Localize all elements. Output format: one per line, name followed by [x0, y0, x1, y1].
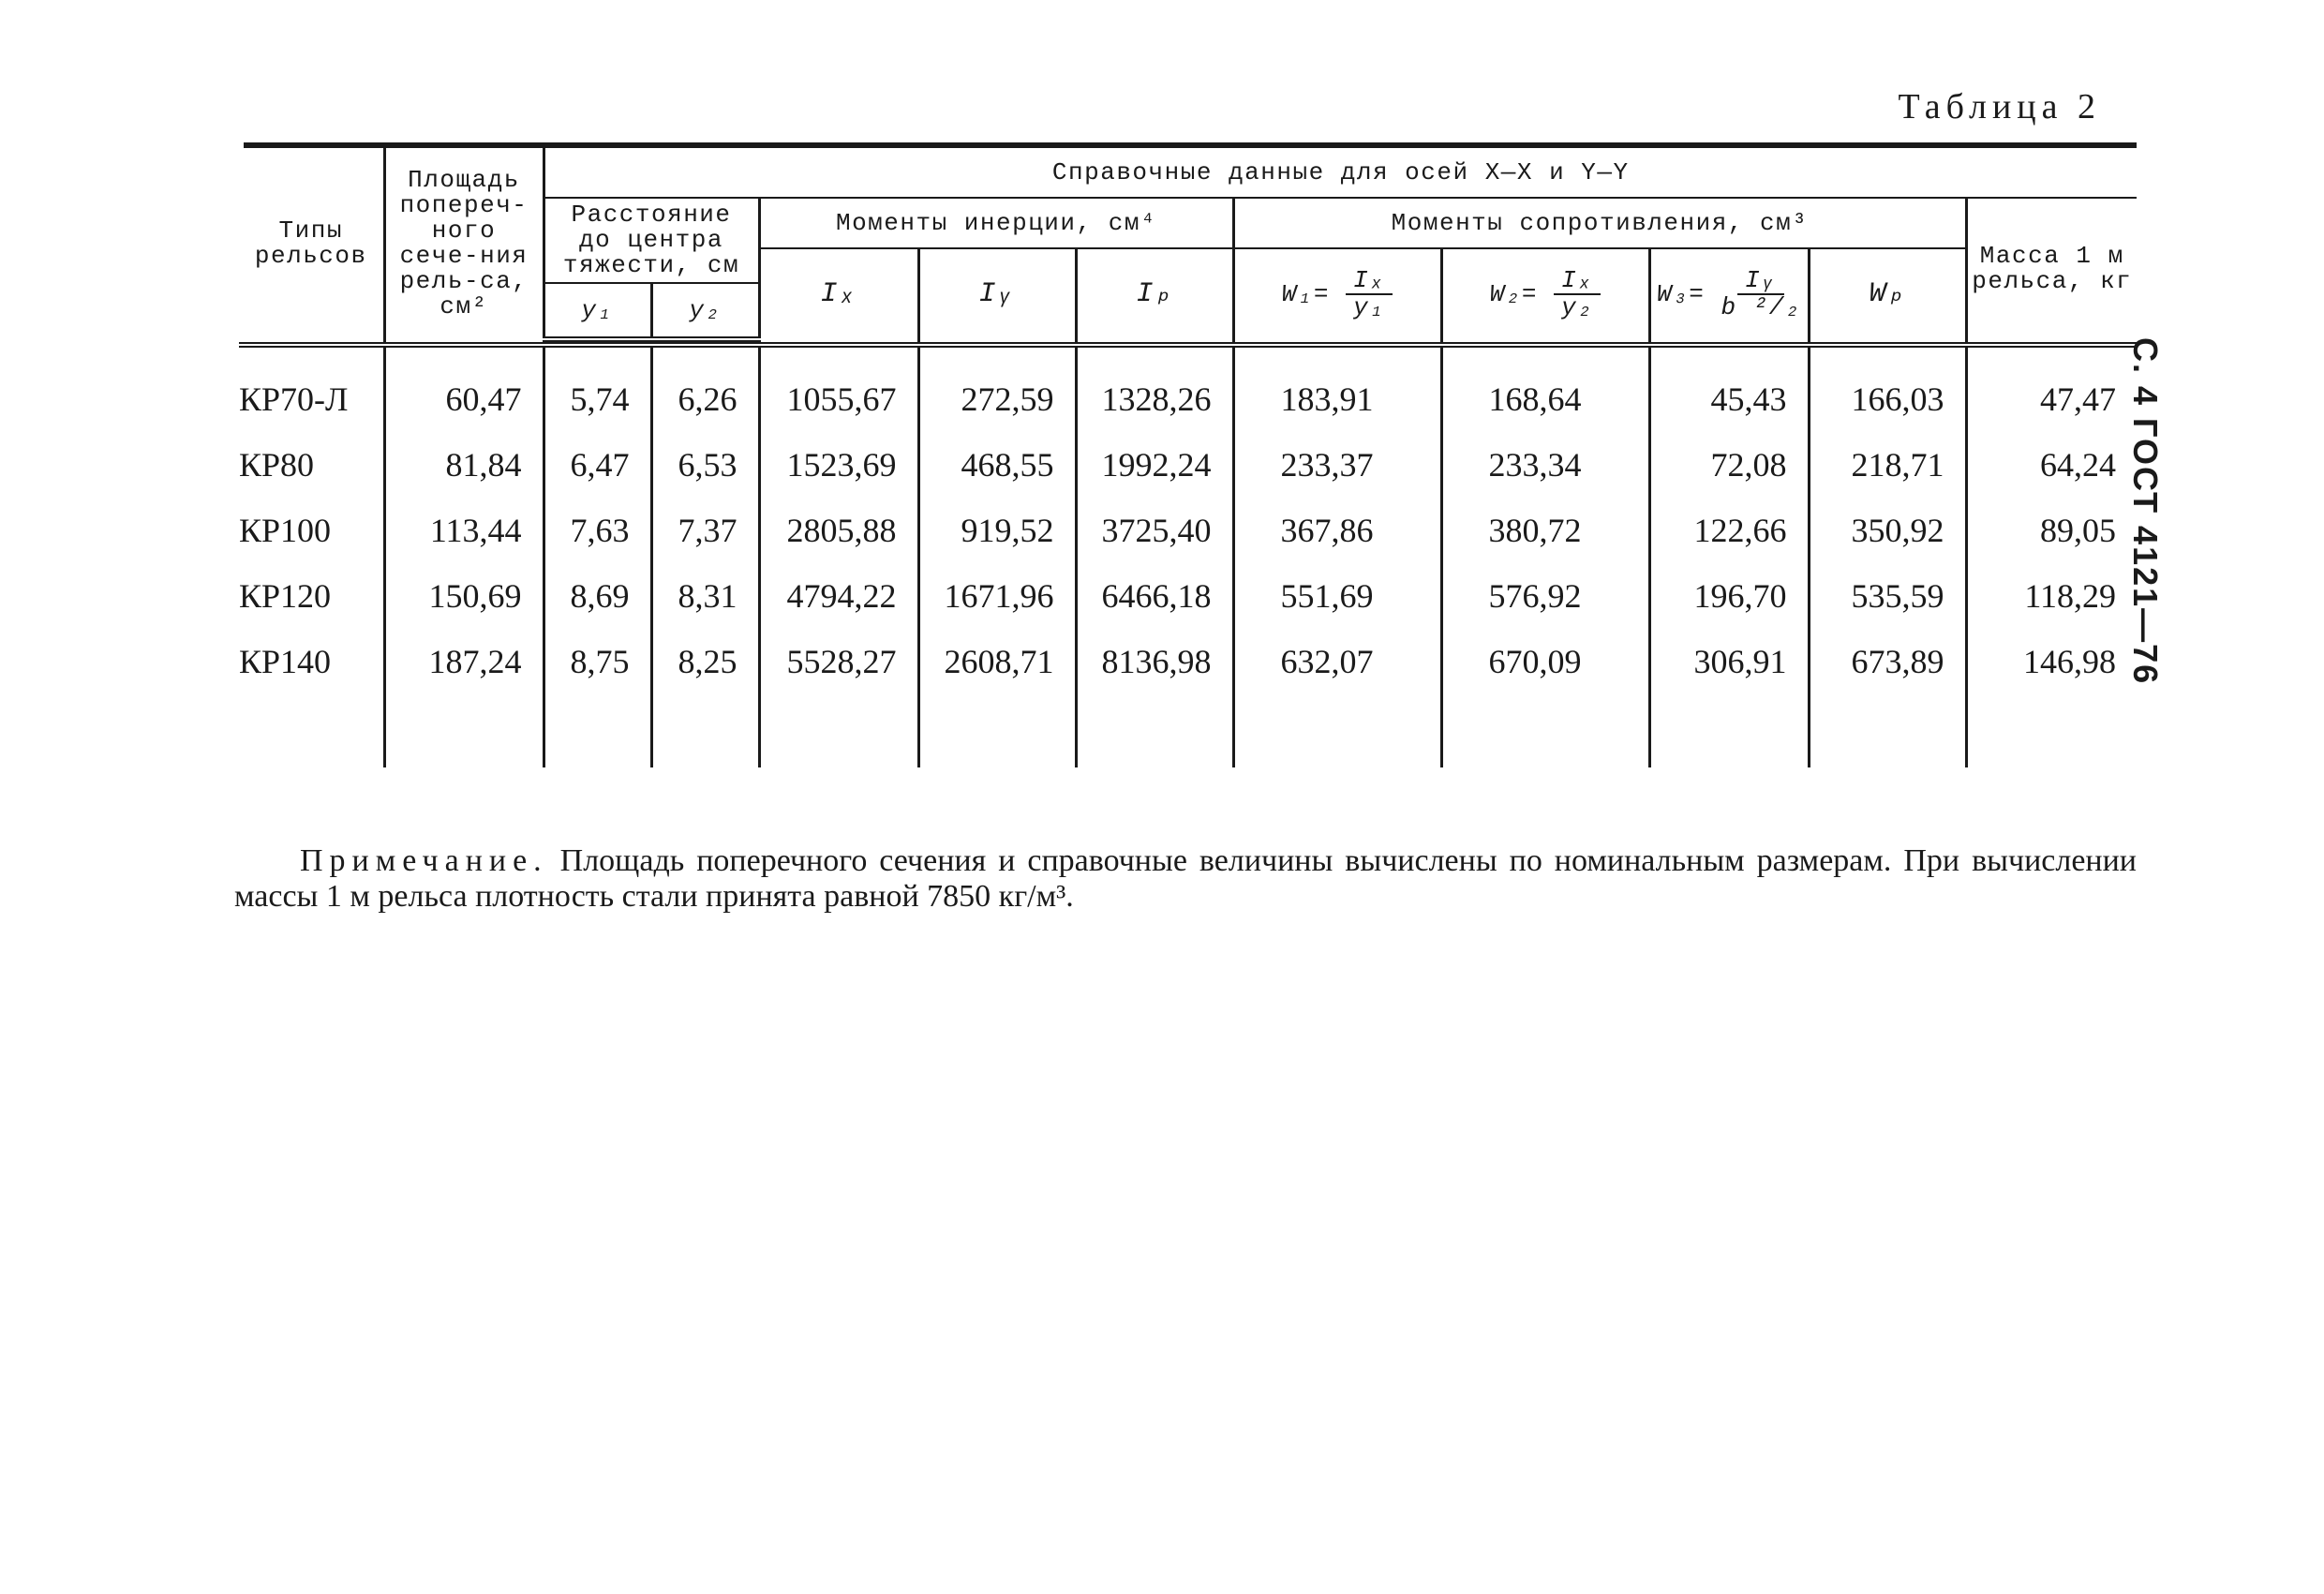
cell-w2: 380,72	[1441, 498, 1649, 563]
cell-ip: 1992,24	[1076, 432, 1233, 498]
cell-mass: 146,98	[1966, 629, 2137, 694]
cell-area: 150,69	[384, 563, 544, 629]
cell-w1: 233,37	[1233, 432, 1441, 498]
table-note	[234, 843, 2137, 915]
cell-wp: 350,92	[1809, 498, 1966, 563]
cell-w2: 670,09	[1441, 629, 1649, 694]
cell-w3: 45,43	[1649, 366, 1809, 432]
cell-mass: 64,24	[1966, 432, 2137, 498]
cell-y2: 8,25	[651, 629, 759, 694]
cell-ix: 1523,69	[759, 432, 918, 498]
header-ip: Iₚ	[1076, 248, 1233, 339]
cell-y1: 7,63	[544, 498, 651, 563]
table-row	[239, 366, 2137, 432]
header-reference-data: Справочные данные для осей X—X и Y—Y	[544, 148, 2137, 198]
cell-area: 187,24	[384, 629, 544, 694]
cell-ix: 1055,67	[759, 366, 918, 432]
cell-y2: 6,53	[651, 432, 759, 498]
cell-wp: 673,89	[1809, 629, 1966, 694]
cell-w1: 632,07	[1233, 629, 1441, 694]
cell-w3: 72,08	[1649, 432, 1809, 498]
cell-w1: 367,86	[1233, 498, 1441, 563]
header-w3: W₃= $\frac{\text{Iᵧ}}{\text{b ²/₂}}$	[1649, 248, 1809, 339]
cell-w2: 576,92	[1441, 563, 1649, 629]
cell-iy: 468,55	[918, 432, 1076, 498]
row-name: КР70-Л	[239, 380, 349, 418]
header-moments-resistance: Моменты сопротивления, см³	[1233, 198, 1966, 248]
rail-reference-table	[239, 142, 2137, 767]
note-label: Примечание.	[300, 843, 548, 878]
table-row	[239, 629, 2137, 694]
cell-w3: 196,70	[1649, 563, 1809, 629]
cell-iy: 272,59	[918, 366, 1076, 432]
cell-ix: 4794,22	[759, 563, 918, 629]
note-text: Площадь поперечного сечения и справочные величины вычислены по номинальным размерам. При вычислении массы 1 м рельса плотность стали принята равной 7850 кг/м³.	[234, 843, 2138, 914]
cell-ip: 6466,18	[1076, 563, 1233, 629]
cell-y1: 8,75	[544, 629, 651, 694]
table-row	[239, 498, 2137, 563]
header-ix: Iₓ	[759, 248, 918, 339]
cell-y2: 7,37	[651, 498, 759, 563]
row-name: КР120	[239, 577, 332, 615]
cell-y1: 5,74	[544, 366, 651, 432]
row-name: КР100	[239, 512, 332, 549]
cell-iy: 919,52	[918, 498, 1076, 563]
header-y2: y₂	[651, 283, 759, 339]
cell-ip: 3725,40	[1076, 498, 1233, 563]
table-label: Таблица 2	[1898, 87, 2101, 127]
cell-y1: 6,47	[544, 432, 651, 498]
cell-wp: 535,59	[1809, 563, 1966, 629]
cell-iy: 1671,96	[918, 563, 1076, 629]
cell-wp: 166,03	[1809, 366, 1966, 432]
cell-y2: 8,31	[651, 563, 759, 629]
cell-w2: 168,64	[1441, 366, 1649, 432]
header-wp: Wₚ	[1809, 248, 1966, 339]
row-name: КР140	[239, 643, 332, 680]
cell-ip: 8136,98	[1076, 629, 1233, 694]
cell-w1: 551,69	[1233, 563, 1441, 629]
cell-area: 113,44	[384, 498, 544, 563]
header-iy: Iᵧ	[918, 248, 1076, 339]
cell-ix: 5528,27	[759, 629, 918, 694]
header-w1: W₁= $\frac{\text{Iₓ}}{\text{y₁}}$	[1233, 248, 1441, 339]
header-moments-inertia: Моменты инерции, см⁴	[759, 198, 1233, 248]
cell-w1: 183,91	[1233, 366, 1441, 432]
header-rail-types: Типы рельсов	[254, 216, 367, 270]
cell-ip: 1328,26	[1076, 366, 1233, 432]
header-y1: y₁	[544, 283, 651, 339]
cell-ix: 2805,88	[759, 498, 918, 563]
cell-w3: 306,91	[1649, 629, 1809, 694]
cell-w3: 122,66	[1649, 498, 1809, 563]
cell-y2: 6,26	[651, 366, 759, 432]
table-row	[239, 432, 2137, 498]
header-area: Площадь попереч-ного сече-ния рель-са, см²	[384, 148, 544, 339]
cell-w2: 233,34	[1441, 432, 1649, 498]
cell-mass: 118,29	[1966, 563, 2137, 629]
cell-mass: 89,05	[1966, 498, 2137, 563]
cell-y1: 8,69	[544, 563, 651, 629]
header-distance: Расстояние до центра тяжести, см	[544, 198, 759, 283]
header-w2: W₂= $\frac{\text{Iₓ}}{\text{y₂}}$	[1441, 248, 1649, 339]
cell-wp: 218,71	[1809, 432, 1966, 498]
row-name: КР80	[239, 446, 315, 484]
page-side-label: С. 4 ГОСТ 4121—76	[2126, 337, 2165, 686]
header-mass: Масса 1 м рельса, кг	[1966, 198, 2137, 339]
table-row	[239, 563, 2137, 629]
cell-area: 60,47	[384, 366, 544, 432]
cell-mass: 47,47	[1966, 366, 2137, 432]
cell-area: 81,84	[384, 432, 544, 498]
cell-iy: 2608,71	[918, 629, 1076, 694]
